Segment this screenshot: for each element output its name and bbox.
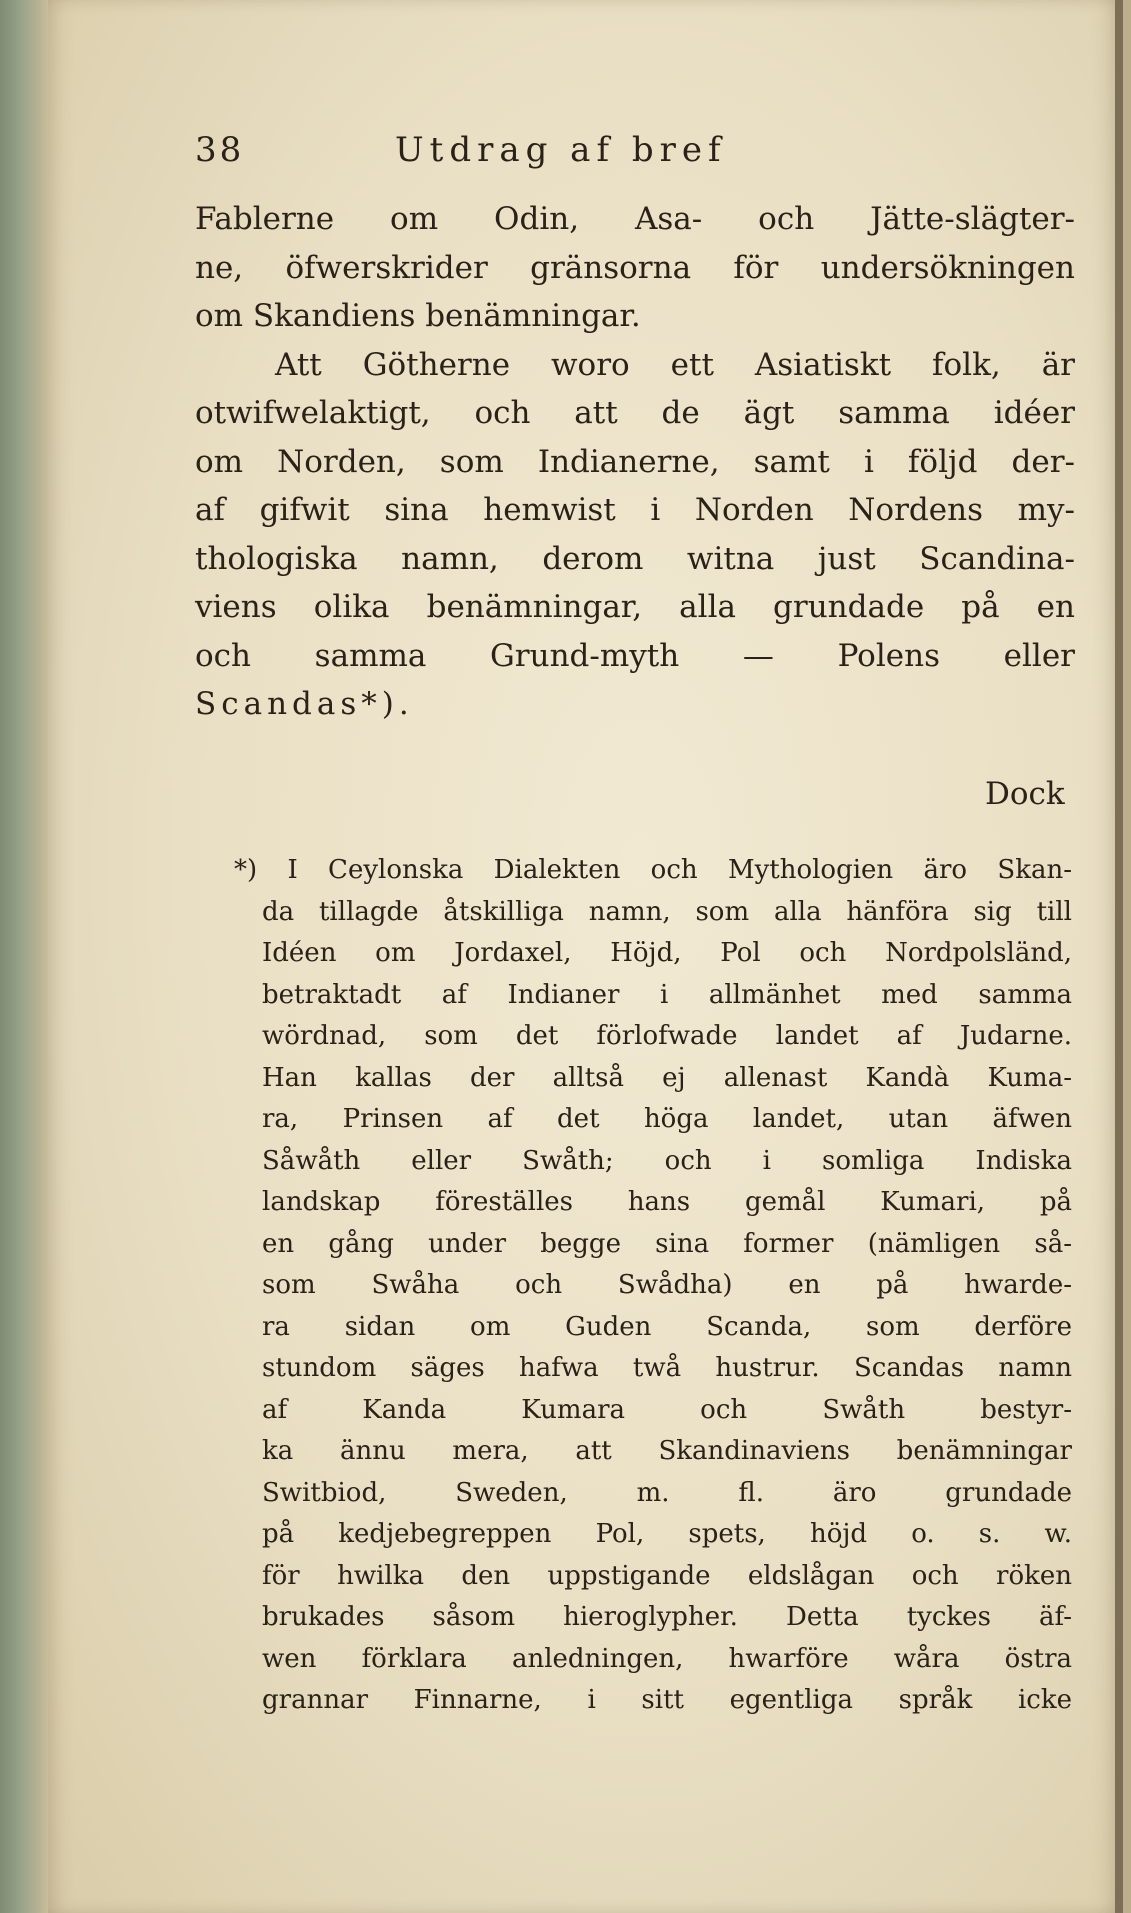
footnote-line: som Swåha och Swådha) en på hwarde-	[262, 1270, 1072, 1300]
footnote-line: da tillagde åtskilliga namn, som alla hänföra sig till	[262, 896, 1072, 927]
text-line: thologiska namn, derom witna just Scandina-	[195, 540, 1075, 577]
footnote-line: wen förklara anledningen, hwarföre wåra östra	[262, 1643, 1072, 1674]
text-line: viens olika benämningar, alla grundade på en	[195, 589, 1075, 625]
text-line: Att Götherne woro ett Asiatiskt folk, är	[275, 346, 1075, 383]
running-title: Utdrag af bref	[395, 130, 727, 170]
text-line: och samma Grund-myth — Polens eller	[195, 637, 1075, 674]
catchword: Dock	[985, 776, 1065, 812]
footnote-line: Han kallas der alltså ej allenast Kandà Kuma-	[262, 1062, 1072, 1093]
footnote-line: Idéen om Jordaxel, Höjd, Pol och Nordpolsländ,	[262, 938, 1072, 968]
footnote-line: landskap föreställes hans gemål Kumari, på	[262, 1187, 1072, 1217]
footnote-line: Switbiod, Sweden, m. fl. äro grundade	[262, 1477, 1072, 1508]
footnote-line: *) I Ceylonska Dialekten och Mythologien äro Skan-	[234, 855, 1072, 885]
footnote-line: ka ännu mera, att Skandinaviens benämningar	[262, 1436, 1072, 1466]
footnote-line: stundom säges hafwa twå hustrur. Scandas namn	[262, 1353, 1072, 1383]
footnote-block	[234, 850, 1072, 1722]
book-spine-edge	[0, 0, 48, 1913]
footnote-line: af Kanda Kumara och Swåth bestyr-	[262, 1394, 1072, 1425]
footnote-line: betraktadt af Indianer i allmänhet med samma	[262, 979, 1072, 1010]
footnote-line: ra, Prinsen af det höga landet, utan äfwen	[262, 1104, 1072, 1134]
footnote-line: på kedjebegreppen Pol, spets, höjd o. s. w.	[262, 1519, 1072, 1549]
text-line: om Skandiens benämningar.	[195, 298, 641, 334]
text-line: ne, öfwerskrider gränsorna för undersökningen	[195, 249, 1075, 286]
page-number: 38	[195, 130, 245, 170]
text-line: Scandas*).	[195, 686, 414, 722]
footnote-line: ra sidan om Guden Scanda, som derföre	[262, 1311, 1072, 1342]
footnote-line: Såwåth eller Swåth; och i somliga Indiska	[262, 1145, 1072, 1176]
text-line: om Norden, som Indianerne, samt i följd der-	[195, 443, 1075, 480]
text-line: af gifwit sina hemwist i Norden Nordens my-	[195, 492, 1075, 528]
page-edge-shadow	[1115, 0, 1123, 1913]
main-text-block	[195, 195, 1075, 729]
footnote-line: grannar Finnarne, i sitt egentliga språk icke	[262, 1685, 1072, 1715]
page-header	[195, 130, 845, 178]
text-line: otwifwelaktigt, och att de ägt samma idéer	[195, 395, 1075, 431]
footnote-line: för hwilka den uppstigande eldslågan och röken	[262, 1560, 1072, 1591]
footnote-line: wördnad, som det förlofwade landet af Judarne.	[262, 1021, 1072, 1051]
footnote-line: brukades såsom hieroglypher. Detta tyckes äf-	[262, 1602, 1072, 1632]
text-line: Fablerne om Odin, Asa- och Jätte-slägter-	[195, 201, 1075, 237]
footnote-line: en gång under begge sina former (nämligen så-	[262, 1228, 1072, 1259]
